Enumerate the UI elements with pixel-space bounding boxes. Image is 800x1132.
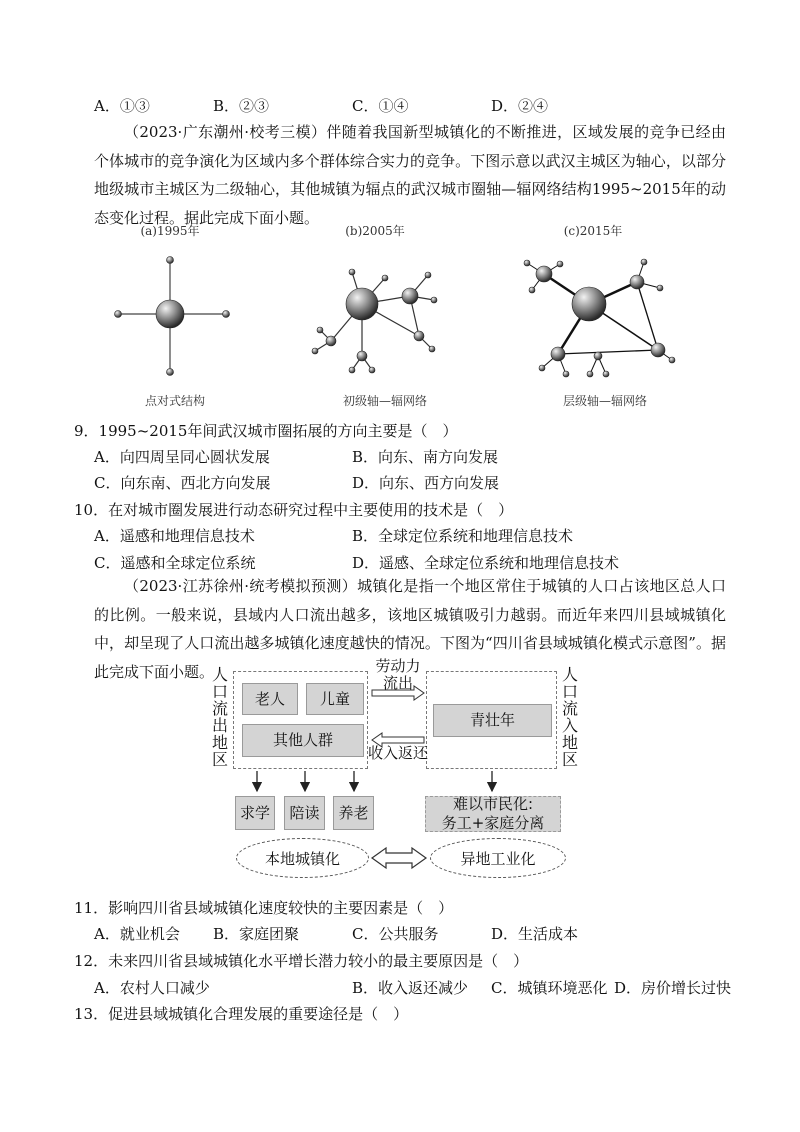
q12-option-a: A．农村人口减少 [94, 979, 210, 997]
q9-option-a: A．向四周呈同心圆状发展 [94, 448, 270, 466]
labor-outflow-arrow [372, 686, 424, 700]
q11-option-c: C．公共服务 [352, 925, 439, 943]
q11-option-a: A．就业机会 [94, 925, 180, 943]
youth-box: 青壮年 [433, 704, 552, 737]
accompany-box: 陪读 [284, 796, 325, 830]
retire-box: 养老 [333, 796, 374, 830]
q12-option-c: C．城镇环境恶化 [491, 979, 608, 997]
q8-option-d: D．②④ [491, 97, 549, 115]
panel-a-title: (a)1995年 [140, 224, 200, 238]
panel-b-title: (b)2005年 [345, 224, 405, 238]
panel-a-caption: 点对式结构 [144, 394, 205, 408]
q13-stem: 13．促进县域城镇化合理发展的重要途径是（ ） [74, 1005, 409, 1023]
local-urbanization-ellipse: 本地城镇化 [236, 838, 369, 878]
remote-industrialization-ellipse: 异地工业化 [430, 838, 566, 878]
q8-option-b: B．②③ [213, 97, 270, 115]
outflow-region-label: 人口流出地区 [211, 665, 228, 769]
q12-option-d: D．房价增长过快 [614, 979, 732, 997]
hard-citizenize-box: 难以市民化: 务工+家庭分离 [425, 796, 561, 832]
q8-option-c: C．①④ [352, 97, 409, 115]
q11-stem: 11．影响四川省县域城镇化速度较快的主要因素是（ ） [74, 899, 454, 917]
panel-c-caption: 层级轴—辐网络 [562, 394, 647, 408]
children-box: 儿童 [306, 683, 364, 715]
intro-paragraph-1: （2023·广东潮州·校考三模）伴随着我国新型城镇化的不断推进，区域发展的竞争已经由个体城市的竞争演化为区域内多个群体综合实力的竞争。下图示意以武汉主城区为轴心，以部分地级城市主城区为二级轴心，其他城镇为辐点的武汉城市圈轴—辐网络结构1995~2015年的动态变化过程。据此完成下面小题。 [94, 123, 726, 227]
q9-option-c: C．向东南、西北方向发展 [94, 474, 271, 492]
q10-option-d: D．遥感、全球定位系统和地理信息技术 [352, 554, 620, 572]
q8-option-a: A．①③ [94, 97, 150, 115]
q9-option-d: D．向东、西方向发展 [352, 474, 500, 492]
q11-option-d: D．生活成本 [491, 925, 579, 943]
q10-option-b: B．全球定位系统和地理信息技术 [352, 527, 574, 545]
q10-option-c: C．遥感和全球定位系统 [94, 554, 256, 572]
income-return-arrow [372, 733, 424, 747]
q12-option-b: B．收入返还减少 [352, 979, 469, 997]
q10-stem: 10．在对城市圈发展进行动态研究过程中主要使用的技术是（ ） [74, 501, 514, 519]
q12-stem: 12．未来四川省县域城镇化水平增长潜力较小的最主要原因是（ ） [74, 952, 529, 970]
q9-stem: 9．1995~2015年间武汉城市圈拓展的方向主要是（ ） [74, 422, 458, 440]
q11-option-b: B．家庭团聚 [213, 925, 300, 943]
intro-paragraph-2: （2023·江苏徐州·统考模拟预测）城镇化是指一个地区常住于城镇的人口占该地区总人口的比例。一般来说，县域内人口流出越多，该地区城镇吸引力越弱。而近年来四川县域城镇化中，却呈现了人口流出越多城镇化速度越快的情况。下图为“四川省县域城镇化模式示意图”。据此完成下面小题。 [94, 577, 726, 681]
income-return-label: 收入返还 [367, 744, 428, 762]
bidirectional-arrow [372, 848, 426, 868]
q10-option-a: A．遥感和地理信息技术 [94, 527, 255, 545]
study-box: 求学 [235, 796, 275, 830]
q9-option-b: B．向东、南方向发展 [352, 448, 499, 466]
labor-outflow-label: 劳动力 流出 [375, 657, 421, 692]
elderly-box: 老人 [242, 683, 298, 715]
panel-b-caption: 初级轴—辐网络 [342, 394, 427, 408]
inflow-region-label: 人口流入地区 [561, 665, 578, 769]
panel-c-title: (c)2015年 [563, 224, 623, 238]
others-box: 其他人群 [242, 724, 364, 757]
